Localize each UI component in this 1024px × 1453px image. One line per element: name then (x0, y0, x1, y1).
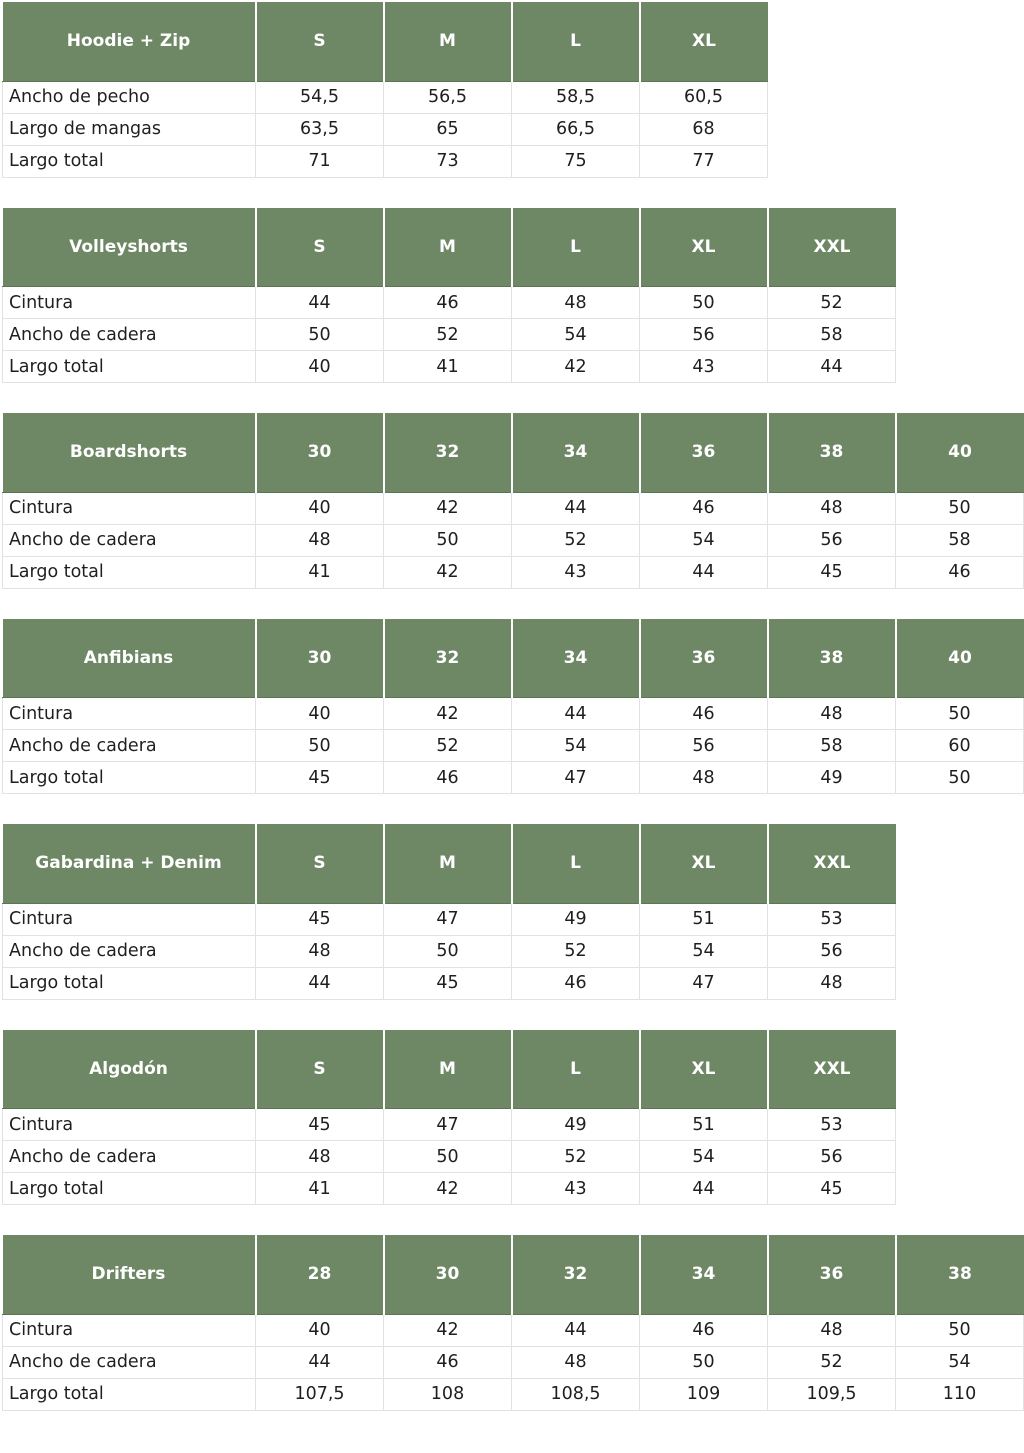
table-title: Gabardina + Denim (3, 824, 256, 903)
table-row (3, 903, 896, 935)
measurement-value: 43 (640, 351, 768, 383)
size-header: 36 (640, 413, 768, 492)
measurement-value: 46 (640, 698, 768, 730)
table-header-row (3, 413, 1024, 492)
measurement-label: Cintura (3, 287, 256, 319)
size-header: M (384, 208, 512, 287)
measurement-value: 48 (768, 967, 896, 999)
measurement-value: 47 (384, 903, 512, 935)
size-header: XL (640, 208, 768, 287)
measurement-value: 49 (512, 1109, 640, 1141)
size-header: 28 (256, 1235, 384, 1314)
measurement-value: 50 (896, 698, 1024, 730)
measurement-value: 110 (896, 1378, 1024, 1410)
measurement-value: 56 (768, 524, 896, 556)
measurement-label: Ancho de cadera (3, 1141, 256, 1173)
table-header-row (3, 1030, 896, 1109)
measurement-value: 42 (384, 1314, 512, 1346)
measurement-value: 52 (512, 935, 640, 967)
measurement-value: 46 (384, 287, 512, 319)
size-header: 34 (512, 413, 640, 492)
measurement-value: 56 (640, 319, 768, 351)
measurement-value: 42 (512, 351, 640, 383)
size-header: XL (640, 1030, 768, 1109)
measurement-value: 46 (640, 492, 768, 524)
table-title: Anfibians (3, 619, 256, 698)
measurement-value: 66,5 (512, 113, 640, 145)
measurement-value: 60 (896, 730, 1024, 762)
measurement-value: 54 (640, 935, 768, 967)
measurement-value: 44 (768, 351, 896, 383)
measurement-value: 56 (768, 935, 896, 967)
measurement-value: 44 (256, 287, 384, 319)
measurement-value: 56 (768, 1141, 896, 1173)
measurement-value: 45 (384, 967, 512, 999)
measurement-value: 48 (256, 1141, 384, 1173)
measurement-value: 73 (384, 145, 512, 177)
measurement-value: 48 (512, 287, 640, 319)
measurement-value: 44 (640, 1173, 768, 1205)
table-title: Drifters (3, 1235, 256, 1314)
measurement-value: 50 (640, 1346, 768, 1378)
size-header: XXL (768, 208, 896, 287)
measurement-value: 50 (896, 492, 1024, 524)
size-header: L (512, 2, 640, 81)
measurement-value: 43 (512, 1173, 640, 1205)
table-header-row (3, 1235, 1024, 1314)
measurement-label: Cintura (3, 1314, 256, 1346)
table-row (3, 287, 896, 319)
table-row (3, 935, 896, 967)
table-row (3, 1346, 1024, 1378)
measurement-value: 50 (384, 935, 512, 967)
measurement-value: 54 (640, 524, 768, 556)
measurement-value: 45 (768, 1173, 896, 1205)
size-header: L (512, 824, 640, 903)
size-header: M (384, 824, 512, 903)
measurement-label: Largo total (3, 351, 256, 383)
measurement-value: 50 (256, 319, 384, 351)
measurement-value: 47 (384, 1109, 512, 1141)
measurement-value: 46 (640, 1314, 768, 1346)
measurement-value: 53 (768, 1109, 896, 1141)
table-header-row (3, 824, 896, 903)
measurement-label: Largo total (3, 1378, 256, 1410)
measurement-value: 41 (256, 1173, 384, 1205)
measurement-value: 44 (256, 967, 384, 999)
table-title: Volleyshorts (3, 208, 256, 287)
measurement-value: 108 (384, 1378, 512, 1410)
table-row (3, 319, 896, 351)
table-title: Algodón (3, 1030, 256, 1109)
measurement-value: 77 (640, 145, 768, 177)
table-row (3, 492, 1024, 524)
measurement-value: 44 (640, 556, 768, 588)
measurement-value: 71 (256, 145, 384, 177)
measurement-value: 52 (512, 1141, 640, 1173)
measurement-label: Largo total (3, 967, 256, 999)
measurement-value: 53 (768, 903, 896, 935)
measurement-value: 65 (384, 113, 512, 145)
measurement-value: 42 (384, 698, 512, 730)
measurement-label: Largo total (3, 1173, 256, 1205)
measurement-label: Ancho de cadera (3, 1346, 256, 1378)
measurement-value: 48 (640, 762, 768, 794)
size-header: 34 (512, 619, 640, 698)
table-row (3, 967, 896, 999)
size-header: 38 (768, 619, 896, 698)
measurement-label: Cintura (3, 903, 256, 935)
size-header: S (256, 208, 384, 287)
table-row (3, 81, 768, 113)
measurement-value: 46 (512, 967, 640, 999)
size-header: L (512, 1030, 640, 1109)
measurement-value: 46 (384, 762, 512, 794)
measurement-value: 44 (512, 492, 640, 524)
table-row (3, 1141, 896, 1173)
measurement-value: 48 (768, 492, 896, 524)
measurement-value: 48 (512, 1346, 640, 1378)
table-row (3, 113, 768, 145)
measurement-value: 48 (768, 698, 896, 730)
measurement-value: 52 (384, 319, 512, 351)
measurement-value: 109,5 (768, 1378, 896, 1410)
table-header-row (3, 208, 896, 287)
measurement-value: 54 (512, 730, 640, 762)
size-table (2, 208, 896, 384)
measurement-value: 48 (256, 935, 384, 967)
table-row (3, 1173, 896, 1205)
measurement-value: 45 (256, 1109, 384, 1141)
size-table (2, 1235, 1024, 1411)
measurement-value: 54 (640, 1141, 768, 1173)
measurement-label: Cintura (3, 492, 256, 524)
measurement-value: 50 (640, 287, 768, 319)
measurement-value: 56,5 (384, 81, 512, 113)
size-header: 38 (896, 1235, 1024, 1314)
measurement-value: 46 (896, 556, 1024, 588)
measurement-value: 42 (384, 492, 512, 524)
table-row (3, 698, 1024, 730)
measurement-label: Ancho de cadera (3, 935, 256, 967)
measurement-value: 108,5 (512, 1378, 640, 1410)
size-header: 40 (896, 413, 1024, 492)
size-header: XXL (768, 824, 896, 903)
measurement-value: 58,5 (512, 81, 640, 113)
table-row (3, 1314, 1024, 1346)
measurement-label: Ancho de cadera (3, 319, 256, 351)
measurement-label: Cintura (3, 1109, 256, 1141)
size-table (2, 619, 1024, 795)
measurement-label: Cintura (3, 698, 256, 730)
measurement-label: Largo total (3, 556, 256, 588)
measurement-value: 109 (640, 1378, 768, 1410)
measurement-value: 40 (256, 492, 384, 524)
size-header: XL (640, 824, 768, 903)
size-header: XXL (768, 1030, 896, 1109)
measurement-value: 40 (256, 698, 384, 730)
measurement-value: 40 (256, 1314, 384, 1346)
measurement-value: 44 (512, 698, 640, 730)
table-header-row (3, 2, 768, 81)
table-title: Boardshorts (3, 413, 256, 492)
measurement-value: 52 (768, 1346, 896, 1378)
measurement-value: 48 (768, 1314, 896, 1346)
size-table (2, 824, 896, 1000)
size-header: M (384, 1030, 512, 1109)
measurement-value: 58 (768, 319, 896, 351)
table-row (3, 145, 768, 177)
measurement-value: 50 (896, 1314, 1024, 1346)
size-charts (2, 2, 1024, 1441)
table-row (3, 524, 1024, 556)
size-header: 34 (640, 1235, 768, 1314)
measurement-value: 58 (896, 524, 1024, 556)
size-header: M (384, 2, 512, 81)
measurement-value: 52 (512, 524, 640, 556)
measurement-label: Ancho de cadera (3, 730, 256, 762)
measurement-label: Ancho de cadera (3, 524, 256, 556)
measurement-value: 56 (640, 730, 768, 762)
size-header: 40 (896, 619, 1024, 698)
size-table (2, 413, 1024, 589)
measurement-value: 42 (384, 556, 512, 588)
measurement-value: 47 (512, 762, 640, 794)
measurement-value: 51 (640, 1109, 768, 1141)
measurement-value: 42 (384, 1173, 512, 1205)
measurement-value: 54 (512, 319, 640, 351)
measurement-value: 50 (384, 1141, 512, 1173)
measurement-value: 54 (896, 1346, 1024, 1378)
measurement-value: 45 (256, 762, 384, 794)
measurement-label: Ancho de pecho (3, 81, 256, 113)
measurement-value: 50 (384, 524, 512, 556)
measurement-value: 41 (384, 351, 512, 383)
table-row (3, 1378, 1024, 1410)
measurement-value: 50 (896, 762, 1024, 794)
size-table (2, 2, 768, 178)
size-header: S (256, 824, 384, 903)
size-header: 32 (512, 1235, 640, 1314)
table-row (3, 351, 896, 383)
size-header: 38 (768, 413, 896, 492)
measurement-value: 48 (256, 524, 384, 556)
size-table (2, 1030, 896, 1206)
size-header: 30 (256, 619, 384, 698)
size-header: XL (640, 2, 768, 81)
measurement-value: 52 (384, 730, 512, 762)
size-header: 30 (384, 1235, 512, 1314)
table-row (3, 1109, 896, 1141)
measurement-value: 40 (256, 351, 384, 383)
measurement-value: 60,5 (640, 81, 768, 113)
measurement-value: 63,5 (256, 113, 384, 145)
measurement-value: 49 (768, 762, 896, 794)
measurement-value: 75 (512, 145, 640, 177)
size-header: 32 (384, 413, 512, 492)
measurement-value: 46 (384, 1346, 512, 1378)
measurement-value: 51 (640, 903, 768, 935)
measurement-value: 45 (256, 903, 384, 935)
measurement-value: 44 (256, 1346, 384, 1378)
measurement-value: 58 (768, 730, 896, 762)
measurement-label: Largo total (3, 762, 256, 794)
measurement-value: 44 (512, 1314, 640, 1346)
measurement-value: 50 (256, 730, 384, 762)
size-header: S (256, 2, 384, 81)
table-row (3, 762, 1024, 794)
measurement-value: 54,5 (256, 81, 384, 113)
size-header: 32 (384, 619, 512, 698)
size-header: L (512, 208, 640, 287)
measurement-value: 47 (640, 967, 768, 999)
size-header: 36 (640, 619, 768, 698)
measurement-value: 52 (768, 287, 896, 319)
table-row (3, 730, 1024, 762)
measurement-label: Largo de mangas (3, 113, 256, 145)
measurement-value: 41 (256, 556, 384, 588)
size-header: 30 (256, 413, 384, 492)
measurement-value: 107,5 (256, 1378, 384, 1410)
table-row (3, 556, 1024, 588)
table-title: Hoodie + Zip (3, 2, 256, 81)
measurement-value: 49 (512, 903, 640, 935)
size-header: S (256, 1030, 384, 1109)
size-header: 36 (768, 1235, 896, 1314)
measurement-value: 45 (768, 556, 896, 588)
measurement-value: 68 (640, 113, 768, 145)
measurement-label: Largo total (3, 145, 256, 177)
table-header-row (3, 619, 1024, 698)
measurement-value: 43 (512, 556, 640, 588)
